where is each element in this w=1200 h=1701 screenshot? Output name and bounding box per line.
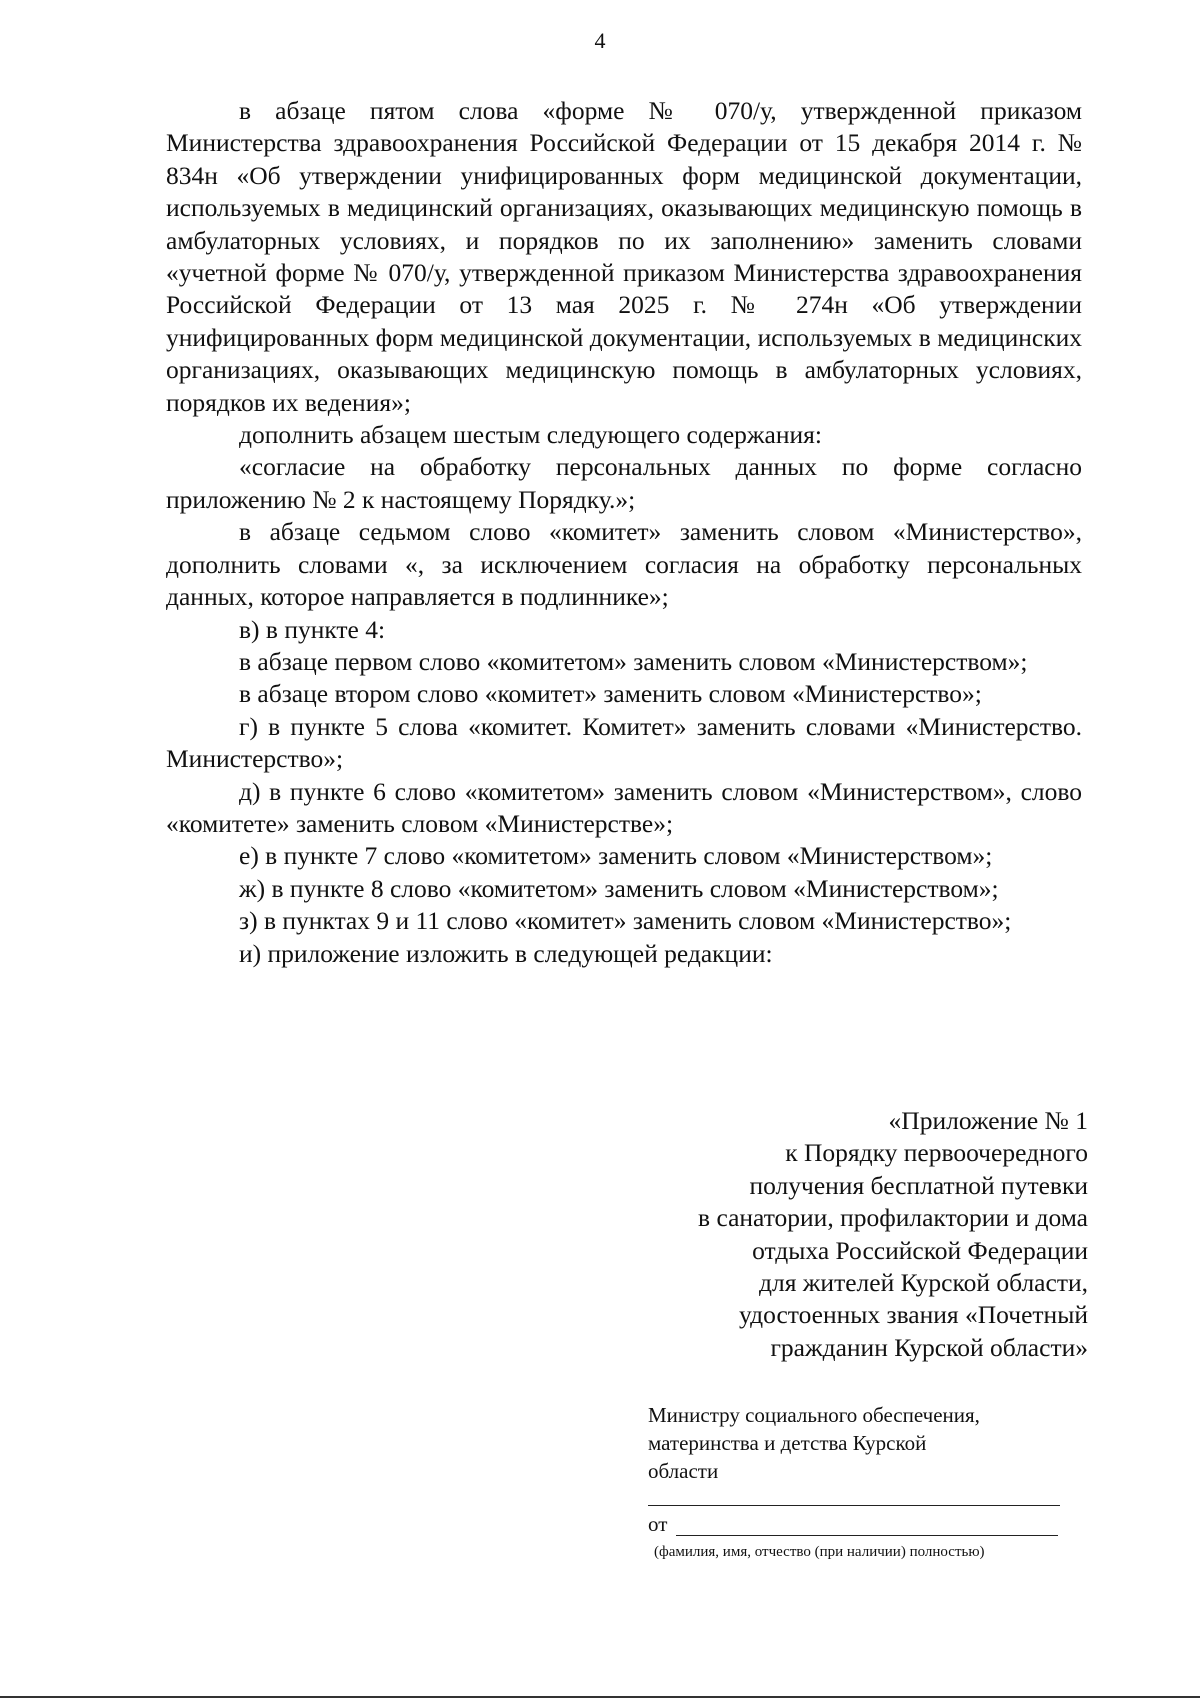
from-hint: (фамилия, имя, отчество (при наличии) полностью) [654, 1544, 985, 1560]
blank-line [648, 1505, 1060, 1506]
appendix-line: для жителей Курской области, [759, 1268, 1088, 1298]
appendix-line: гражданин Курской области» [770, 1332, 1088, 1362]
appendix-header [568, 1105, 1088, 1364]
document-body [166, 95, 1082, 970]
paragraph: в абзаце первом слово «комитетом» заменить словом «Министерством»; [239, 646, 1028, 676]
paragraph: г) в пункте 5 слова «комитет. Комитет» заменить словами «Министерство. Министерство»; [166, 711, 1082, 774]
addressee-line: материнства и детства Курской [648, 1431, 927, 1455]
from-blank-line [676, 1535, 1058, 1536]
appendix-line: отдыха Российской Федерации [752, 1235, 1088, 1265]
paragraph: и) приложение изложить в следующей редакции: [239, 938, 773, 968]
appendix-line: получения бесплатной путевки [749, 1170, 1088, 1200]
paragraph: в абзаце седьмом слово «комитет» заменить словом «Министерство», дополнить словами «, за исключением согласия на обработку персональных данных, которое направляется в подлиннике»; [166, 517, 1082, 612]
addressee-block [648, 1401, 1068, 1485]
paragraph: з) в пунктах 9 и 11 слово «комитет» заменить словом «Министерство»; [239, 906, 1012, 936]
page-number: 4 [594, 28, 606, 53]
paragraph: ж) в пункте 8 слово «комитетом» заменить словом «Министерством»; [239, 873, 999, 903]
from-label: от [648, 1512, 668, 1536]
appendix-line: «Приложение № 1 [888, 1106, 1088, 1135]
paragraph: е) в пункте 7 слово «комитетом» заменить словом «Министерством»; [239, 841, 993, 871]
from-field [648, 1510, 1068, 1538]
addressee-line: Министру социального обеспечения, [648, 1403, 980, 1427]
paragraph: в) в пункте 4: [239, 614, 386, 644]
paragraph: дополнить абзацем шестым следующего содержания: [239, 420, 822, 450]
page-bottom-edge [0, 1696, 1200, 1698]
paragraph: д) в пункте 6 слово «комитетом» заменить словом «Министерством», слово «комитете» заменить словом «Министерстве»; [166, 776, 1082, 838]
appendix-line: удостоенных звания «Почетный [738, 1300, 1088, 1330]
paragraph: в абзаце пятом слова «форме № 070/у, утвержденной приказом Министерства здравоохранения Российской Федерации от 15 декабря 2014 г. № 834н «Об утверждении унифицированных форм медицинской документации, используемых в медицинский организациях, оказывающих медицинскую помощь в амбулаторных условиях, и порядков по их заполнению» заменить словами «учетной форме № 070/у, утвержденной приказом Министерства здравоохранения Российской Федерации от 13 мая 2025 г. № 274н «Об утверждении унифицированных форм медицинской документации, используемых в медицинских организациях, оказывающих медицинскую помощь в амбулаторных условиях, порядков их ведения»; [166, 96, 1082, 417]
paragraph: «согласие на обработку персональных данных по форме согласно приложению № 2 к настоящему Порядку.»; [166, 452, 1082, 514]
appendix-line: к Порядку первоочередного [785, 1138, 1088, 1168]
addressee-line: области [648, 1459, 719, 1483]
appendix-line: в санатории, профилактории и дома [698, 1203, 1088, 1233]
paragraph: в абзаце втором слово «комитет» заменить словом «Министерство»; [239, 679, 982, 709]
